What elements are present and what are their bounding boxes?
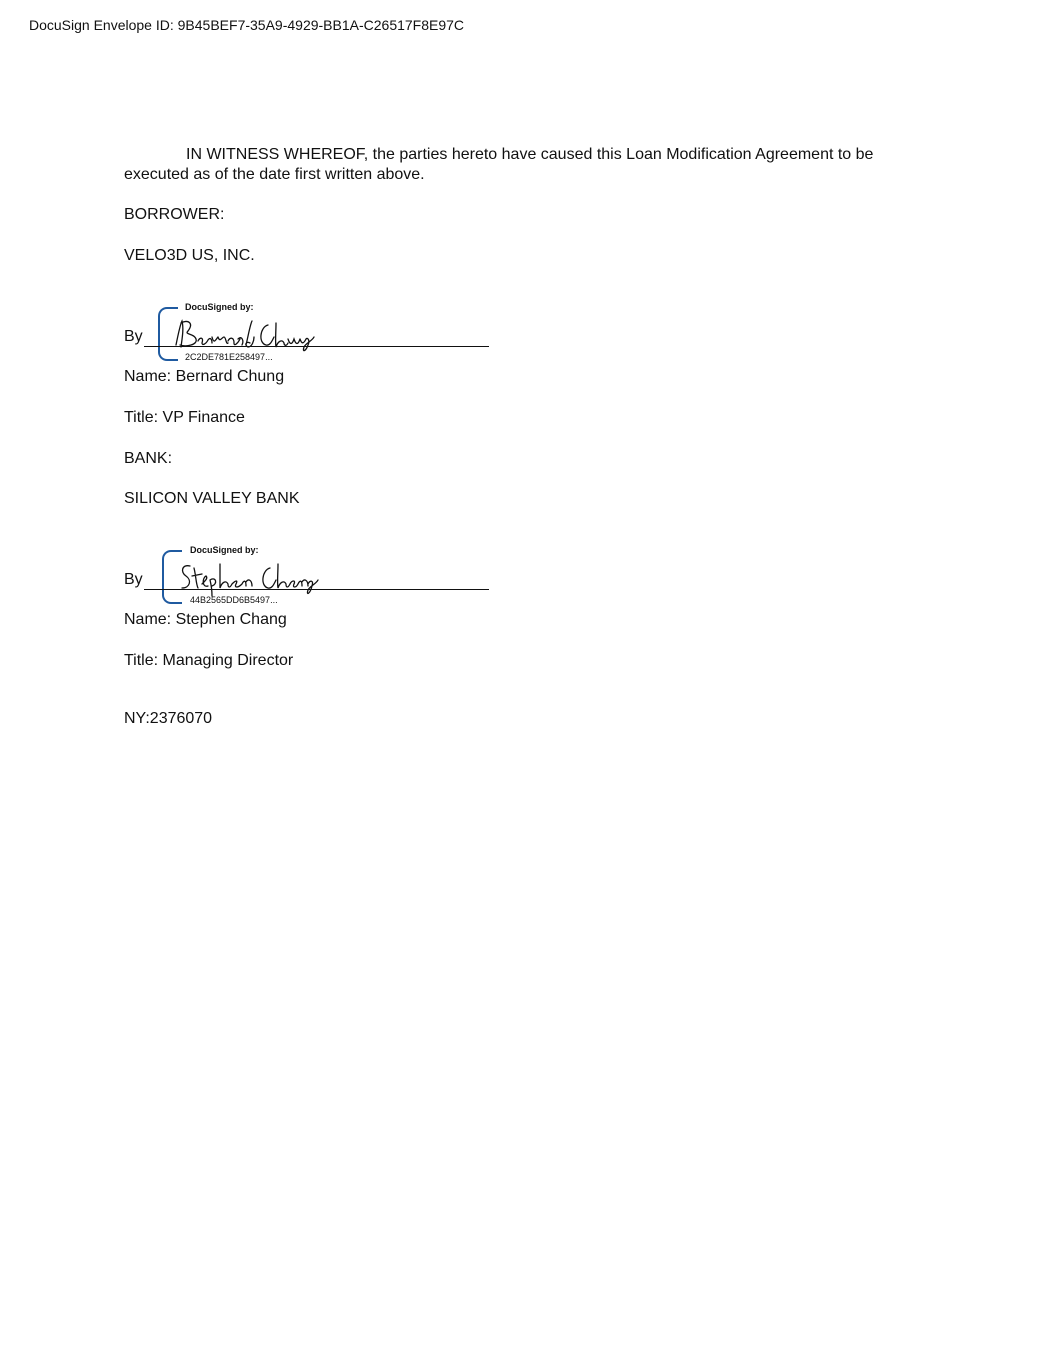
bank-signature [178, 558, 323, 598]
bank-signature-line [144, 589, 489, 590]
borrower-title: Title: VP Finance [124, 409, 245, 426]
borrower-heading: BORROWER: [124, 206, 225, 223]
bank-docusigned-label: DocuSigned by: [190, 545, 259, 555]
borrower-signer-hash: 2C2DE781E258497... [185, 352, 273, 362]
borrower-docusigned-label: DocuSigned by: [185, 302, 254, 312]
bank-signer-title: Title: Managing Director [124, 652, 294, 669]
bank-signature-block [124, 544, 494, 606]
witness-paragraph: IN WITNESS WHEREOF, the parties hereto have caused this Loan Modification Agreement to be executed as of the date first written above. [124, 146, 874, 183]
docusign-envelope-id: DocuSign Envelope ID: 9B45BEF7-35A9-4929-BB1A-C26517F8E97C [29, 17, 465, 33]
borrower-signature-block [124, 301, 494, 363]
borrower-signature [172, 315, 322, 355]
borrower-signature-line [144, 346, 489, 347]
bank-signer-name: Name: Stephen Chang [124, 611, 287, 628]
borrower-name: Name: Bernard Chung [124, 368, 285, 385]
borrower-entity: VELO3D US, INC. [124, 247, 255, 264]
borrower-by-label: By [124, 328, 143, 345]
bank-by-label: By [124, 571, 143, 588]
bank-signer-hash: 44B2565DD6B5497... [190, 595, 278, 605]
bank-entity: SILICON VALLEY BANK [124, 490, 300, 507]
document-reference: NY:2376070 [124, 710, 213, 727]
bank-heading: BANK: [124, 450, 173, 467]
